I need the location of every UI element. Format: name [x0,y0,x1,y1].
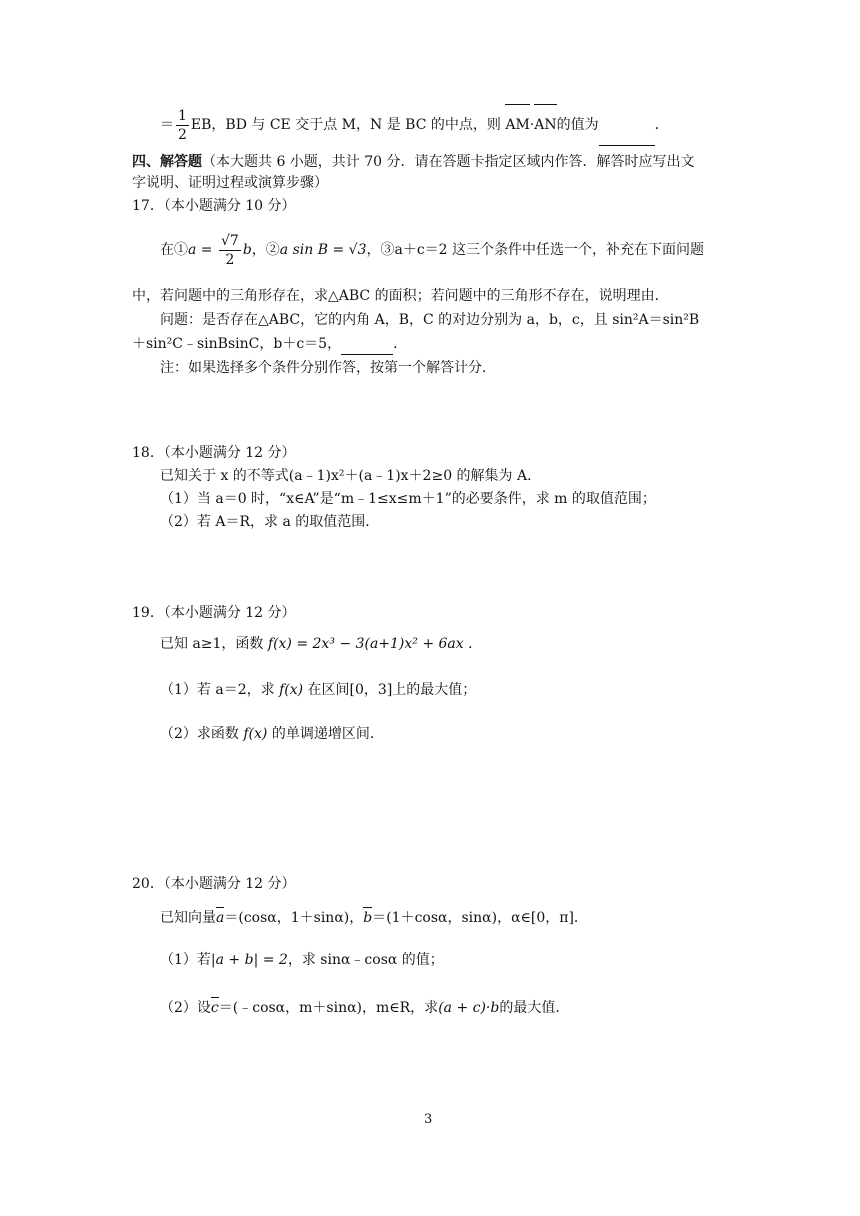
q19-part-1: （1）若 a＝2，求 f(x) 在区间[0，3]上的最大值； [160,682,477,698]
q17-note: 注：如果选择多个条件分别作答，按第一个解答计分． [160,360,496,376]
dot-product-sign: · [529,117,535,133]
section-four-title: 四、解答题 [132,154,202,170]
vector-c: c [211,998,219,1018]
q19-part-2: （2）求函数 f(x) 的单调递增区间． [160,726,384,742]
q17-line-2: 中，若问题中的三角形存在，求△ABC 的面积；若问题中的三角形不存在，说明理由． [132,288,669,304]
section-four-line-2 [132,173,328,193]
equals-sign: ＝ [160,117,174,133]
function-definition: f(x) = 2x³ − 3(a+1)x² + 6ax [267,636,464,652]
q17-problem-1: 问题：是否存在△ABC，它的内角 A，B，C 的对边分别为 a，b，c，且 sin²A＝sin²B [160,312,700,328]
vector-sum-magnitude: |a + b| = 2 [210,952,288,968]
answer-blank [599,105,655,146]
q17-header: 17．（本小题满分 10 分） [132,198,296,214]
condition2-expr: a sin B = √3 [279,242,367,258]
section-four-line-1 [132,152,695,172]
vector-a: a [216,908,224,928]
prev-text-2: 的值为 [556,117,599,133]
q20-line-1: 已知向量 a＝(cosα，1＋sinα)， b＝(1＋cosα，sinα)，α∈[0，π]． [160,908,588,928]
page-number: 3 [424,1112,433,1127]
q18-line-1: 已知关于 x 的不等式(a﹣1)x²＋(a﹣1)x＋2≥0 的解集为 A． [160,468,542,484]
vector-an: AN [534,105,556,145]
dot-product-expression: (a + c)·b [438,1000,500,1016]
answer-blank [341,334,393,355]
section-four-desc-2: 字说明、证明过程或演算步骤） [132,175,328,191]
vector-b: b [363,908,372,928]
q19-line-1: 已知 a≥1，函数 f(x) = 2x³ − 3(a+1)x² + 6ax ． [160,636,483,652]
q20-header: 20．（本小题满分 12 分） [132,876,296,892]
vector-am: AM [505,105,529,145]
q20-part-2: （2）设 c＝(﹣cosα，m＋sinα)，m∈R，求(a + c)·b的最大值． [160,998,569,1018]
prev-text-1: EB，BD 与 CE 交于点 M，N 是 BC 的中点，则 [190,117,501,133]
q18-header: 18．（本小题满分 12 分） [132,445,296,461]
section-four-desc-1: （本大题共 6 小题，共计 70 分．请在答题卡指定区域内作答．解答时应写出文 [202,154,695,170]
condition1-lhs: a [188,242,197,258]
q17-conditions: 在①a = $\frac{√7}{2}$ b，②a sin B = √3，③a＋c＝2 这三个条件中任选一个，补充在下面问题 [160,232,705,268]
q20-part-1: （1）若|a + b| = 2，求 sinα﹣cosα 的值； [160,952,444,968]
q18-part-2: （2）若 A＝R，求 a 的取值范围． [160,514,380,530]
q18-part-1: （1）当 a＝0 时，“x∈A”是“m﹣1≤x≤m＋1”的必要条件，求 m 的取值范围； [160,491,656,507]
fraction-root7-over-2: $\frac{√7}{2}$ [221,232,239,268]
fraction-one-half: $\frac{1}{2}$ [178,107,187,143]
q17-problem-2: ＋sin²C﹣sinBsinC，b＋c＝5， ． [132,334,407,355]
q19-header: 19．（本小题满分 12 分） [132,605,296,621]
prev-question-continuation: ＝ $\frac{1}{2}$ EB，BD 与 CE 交于点 M，N 是 BC 的中点，则 AM· AN的值为 ． [160,105,669,146]
condition3-text: ，③a＋c＝2 这三个条件中任选一个，补充在下面问题 [366,242,705,258]
